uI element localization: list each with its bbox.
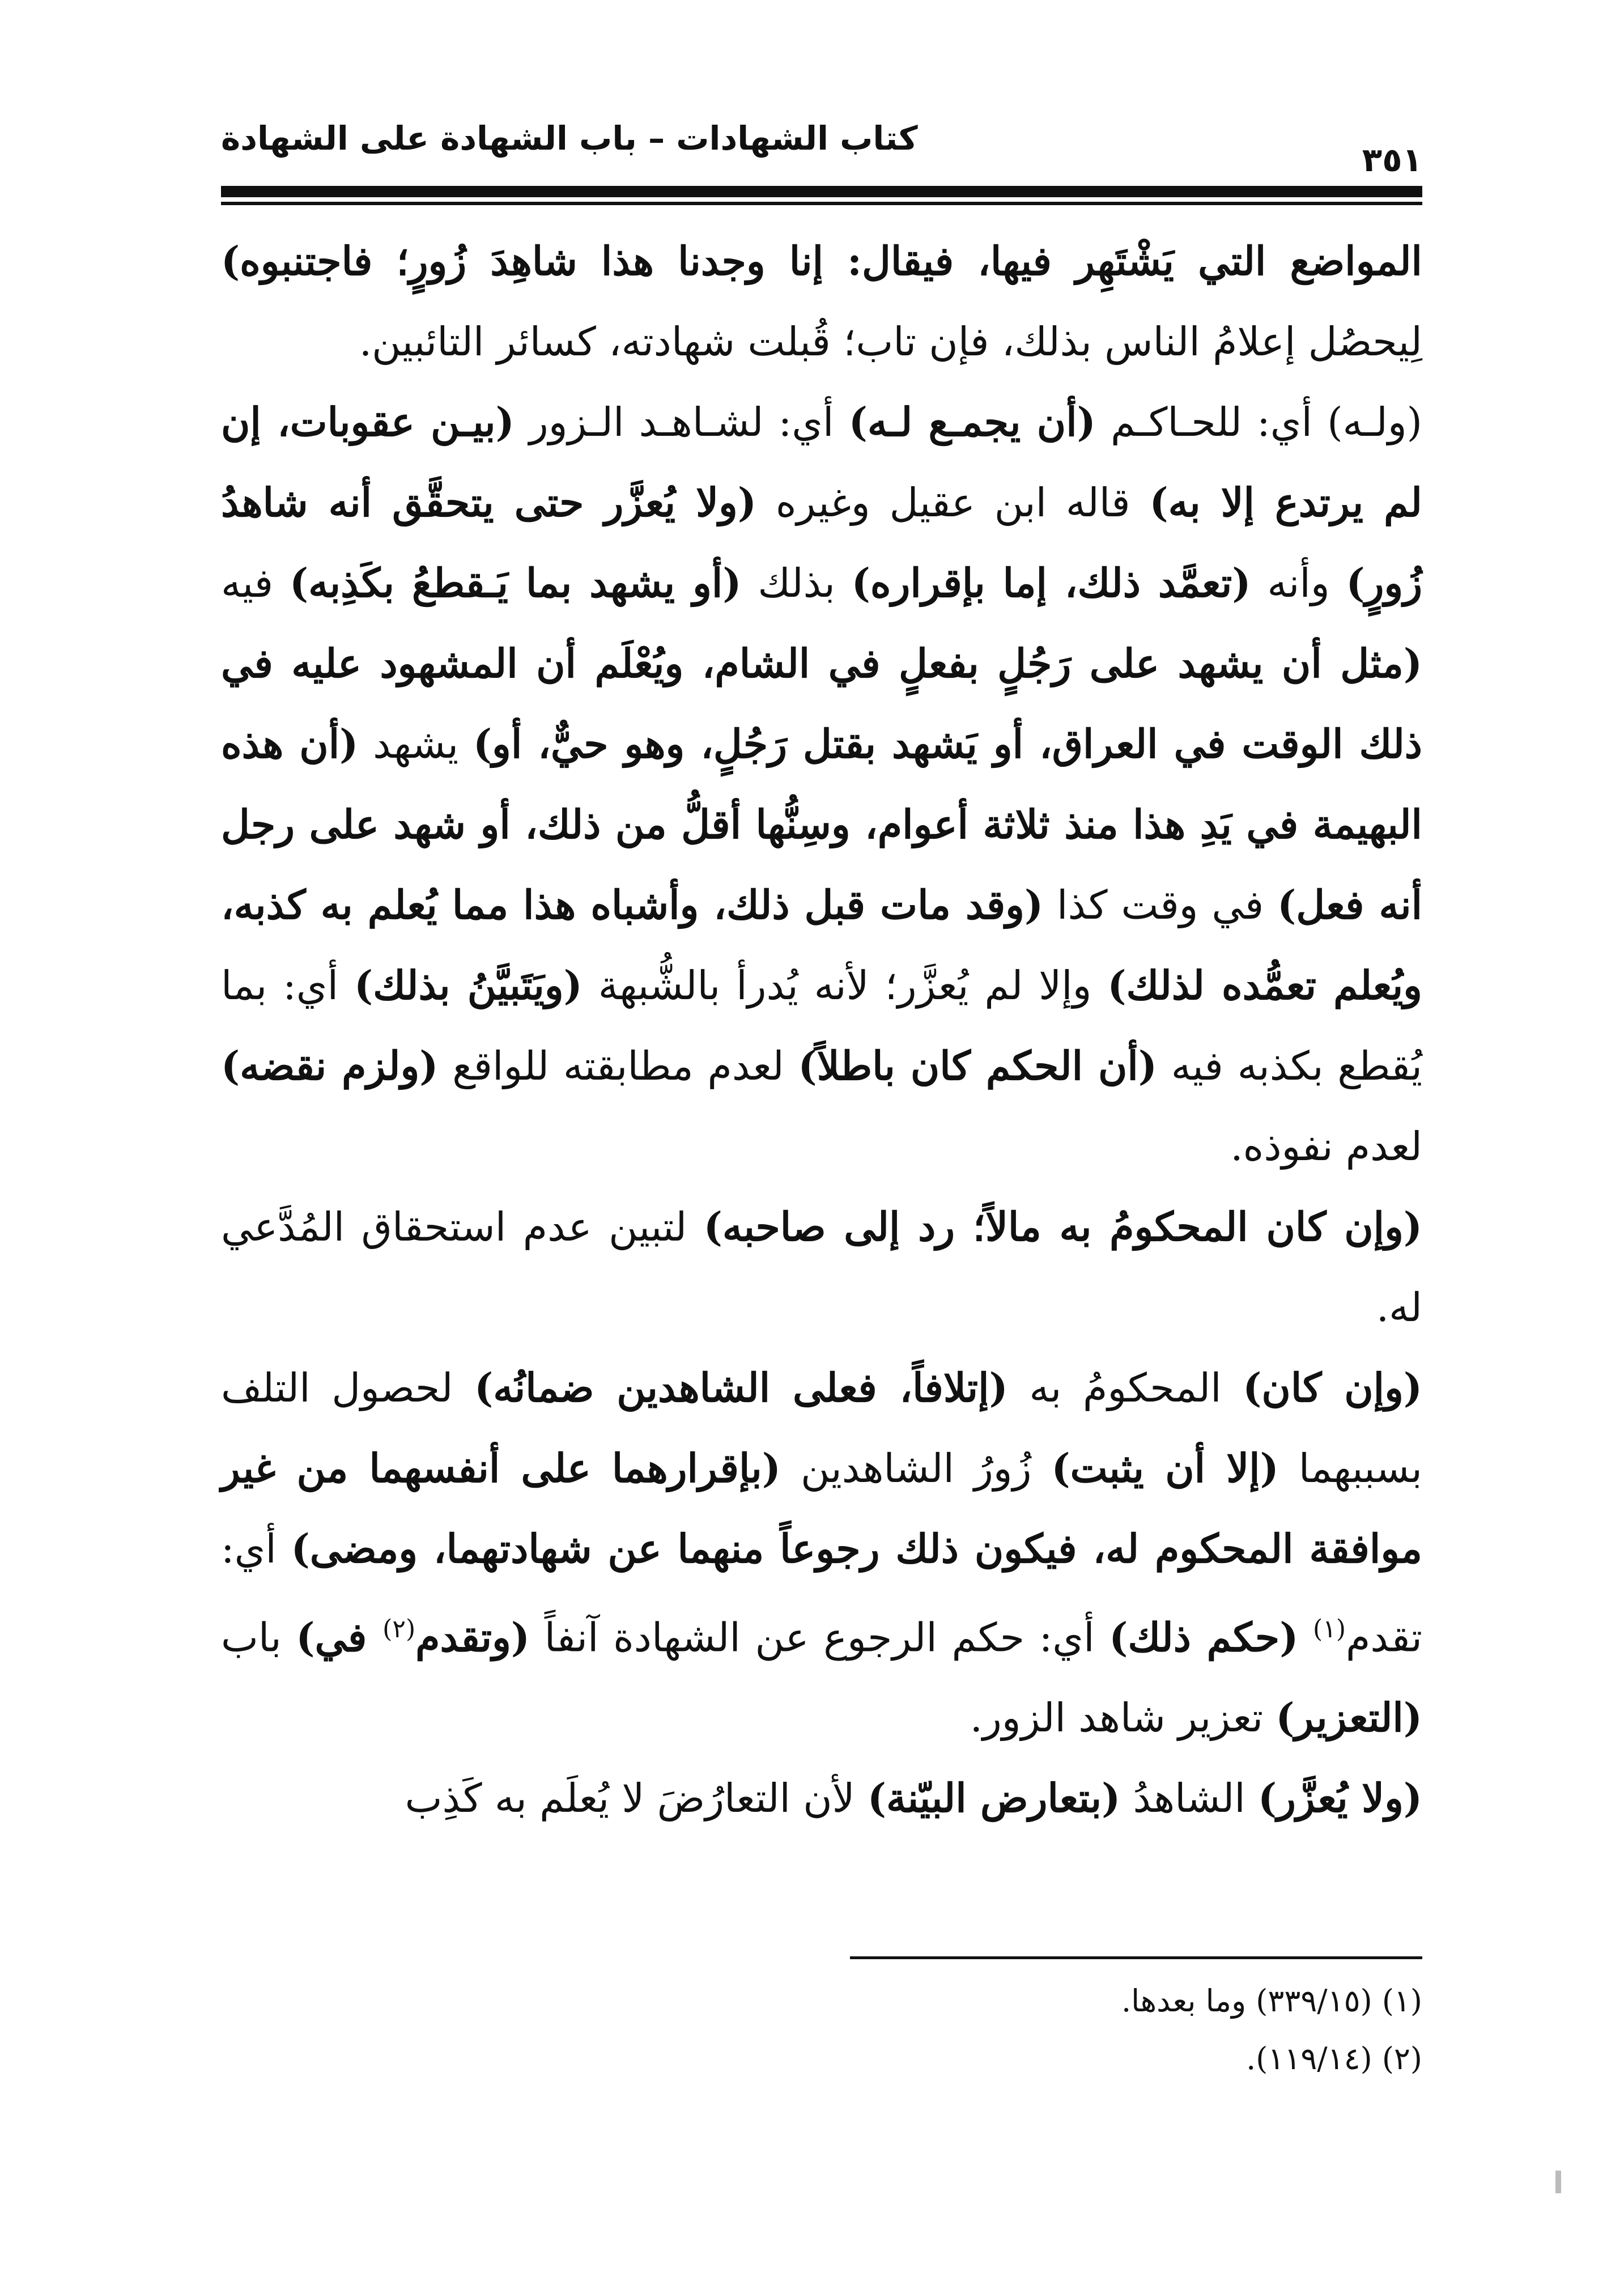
sharh-text: زُورُ الشاهدين	[780, 1445, 1052, 1492]
paragraph	[221, 1348, 1422, 1758]
matn-text: (مثل أن يشهد على رَجُلٍ بفعلٍ في الشام، ويُعْلَم أن المشهود عليه في ذلك الوقت في العراق، أو يَشهد بقتل رَجُلٍ، وهو حيٌّ، أو)	[221, 640, 1422, 767]
footnote-2: (٢) (١١٩/١٤).	[1246, 2041, 1422, 2077]
header-rule-thick	[221, 186, 1422, 197]
matn-text: في)	[296, 1613, 383, 1661]
scan-mark	[1555, 2171, 1561, 2193]
sharh-text: لِيحصُل إعلامُ الناس بذلك، فإن تاب؛ قُبلت شهادته، كسائر التائبين.	[359, 319, 1422, 365]
page-number: ٣٥١	[1362, 141, 1422, 179]
main-text	[221, 221, 1422, 1838]
sharh-text: لأن التعارُضَ لا يُعلَم به كَذِب	[405, 1775, 868, 1822]
matn-text: (وتقدم	[415, 1613, 530, 1661]
paragraph	[221, 1187, 1422, 1348]
sharh-text: أي: لشـاهـد الـزور	[514, 399, 849, 445]
matn-text: (أن الحكم كان باطلاً)	[798, 1042, 1157, 1089]
sharh-text: باب	[221, 1614, 296, 1661]
matn-text: المواضع التي يَشْتَهِر فيها، فيقال: إنا وجدنا هذا شاهِدَ زُورٍ؛ فاجتنبوه)	[221, 237, 1422, 284]
matn-text: (أو يشهد بما يَـقطعُ بكَذِبه)	[289, 559, 742, 606]
sharh-text: (ولـه) أي: للحـاكـم	[1095, 399, 1422, 445]
matn-text: (وإن كان المحكومُ به مالاً؛ رد إلى صاحبه)	[703, 1203, 1422, 1250]
sharh-text: لعدم نفوذه.	[1230, 1123, 1422, 1170]
footnote-separator	[850, 1956, 1422, 1959]
sharh-text: تعزير شاهد الزور.	[970, 1695, 1276, 1742]
matn-text: (بتعارض البيّنة)	[867, 1774, 1121, 1822]
matn-text: (وقد مات قبل ذلك، وأشباه هذا مما يُعلم به كذبه، ويُعلم تعمُّده لذلك)	[221, 881, 1422, 1009]
matn-text: (وإن كان)	[1243, 1364, 1423, 1411]
sharh-text: أي: حكم الرجوع عن الشهادة آنفاً	[530, 1614, 1109, 1661]
footnotes	[680, 1972, 1422, 2088]
matn-text: (إلا أن يثبت)	[1051, 1445, 1279, 1492]
footnote-ref: (١)	[1313, 1615, 1346, 1644]
sharh-text: في وقت كذا	[1043, 882, 1278, 928]
matn-text: (إتلافاً، فعلى الشاهدين ضمانُه)	[474, 1364, 1008, 1411]
matn-text: (ويَتَبيَّنُ بذلك)	[354, 962, 583, 1009]
matn-text: (بيـن عقوبات، إن لم يرتدع إلا به)	[221, 398, 1422, 526]
sharh-text: قاله ابن عقيل وغيره	[756, 479, 1150, 526]
matn-text: (أن هذه البهيمة في يَدِ هذا منذ ثلاثة أعوام، وسِنُّها أقلُّ من ذلك، أو شهد على رجل أنه فعل)	[221, 720, 1423, 928]
sharh-text: فيه	[221, 560, 290, 606]
sharh-text	[1298, 1614, 1313, 1661]
matn-text: (بإقرارهما على أنفسهما من غير موافقة المحكوم له، فيكون ذلك رجوعاً منهما عن شهادتهما، ومضى)	[221, 1445, 1422, 1572]
sharh-text: لحصول التلف بسببهما	[221, 1365, 1423, 1492]
sharh-text: لتبين عدم استحقاق المُدَّعي له.	[221, 1204, 1422, 1331]
matn-text: (ولا يُعزَّر)	[1257, 1774, 1422, 1822]
matn-text: (ولزم نقضه)	[221, 1042, 439, 1089]
running-title: كتاب الشهادات – باب الشهادة على الشهادة	[221, 119, 918, 158]
paragraph	[221, 382, 1422, 1187]
paragraph	[221, 221, 1422, 382]
matn-text: (حكم ذلك)	[1109, 1613, 1299, 1661]
sharh-text: الشاهدُ	[1120, 1775, 1258, 1822]
sharh-text: وأنه	[1251, 560, 1346, 606]
footnote-ref: (٢)	[382, 1615, 416, 1644]
sharh-text: بذلك	[741, 560, 852, 606]
header-rule-thin	[221, 202, 1422, 205]
paragraph	[221, 1758, 1422, 1838]
sharh-text: يشهد	[358, 721, 473, 767]
footnote-1: (١) (٣٣٩/١٥) وما بعدها.	[1121, 1983, 1422, 2019]
matn-text: (التعزير)	[1276, 1694, 1422, 1742]
sharh-text: أي: بما يُقطع بكذبه فيه	[221, 962, 1422, 1089]
sharh-text: المحكومُ به	[1007, 1365, 1243, 1411]
sharh-text: لعدم مطابقته للواقع	[438, 1043, 798, 1089]
page-header	[221, 108, 1422, 179]
sharh-text: أي: تقدم	[221, 1526, 1422, 1661]
matn-text: (تعمَّد ذلك، إما بإقراره)	[851, 559, 1251, 606]
matn-text: (ولا يُعزَّر حتى يتحقَّق أنه شاهدُ زُورٍ)	[221, 479, 1422, 606]
sharh-text: وإلا لم يُعزَّر؛ لأنه يُدرأ بالشُّبهة	[582, 962, 1108, 1009]
matn-text: (أن يجمـع لـه)	[848, 398, 1096, 445]
